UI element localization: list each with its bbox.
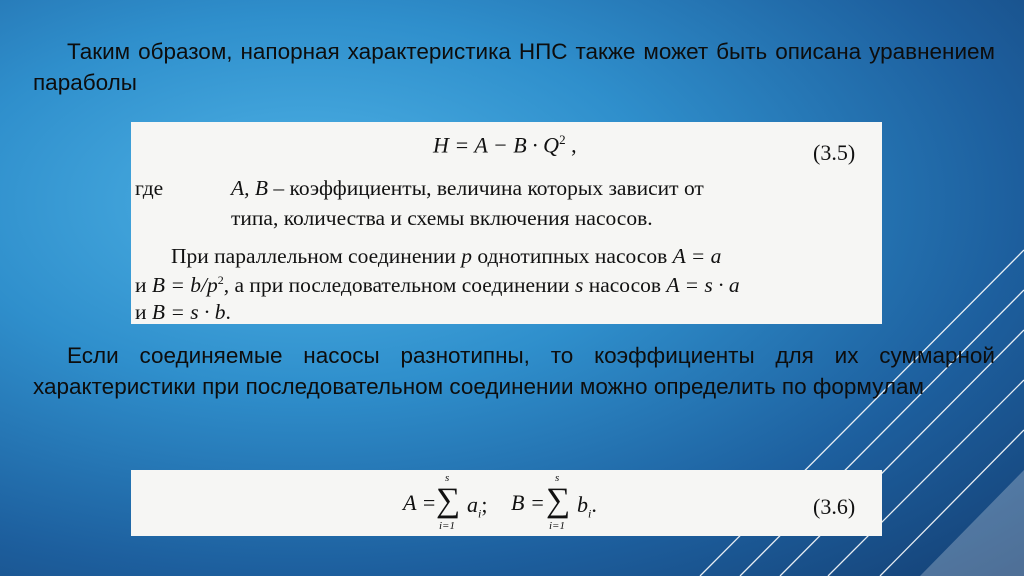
where-word: где	[135, 176, 164, 200]
sum-a-symbol: ∑	[436, 482, 461, 519]
sum-a-upper: s	[445, 472, 450, 484]
formula-scan-3-5	[131, 122, 882, 324]
sum-b-term: $b_i$.	[577, 492, 597, 521]
intro-paragraph: Таким образом, напорная характеристика НПС также может быть описана уравнением параболы	[33, 39, 995, 95]
sum-a-term: $a_i$;	[467, 492, 488, 521]
series-connection-line-end: и B = s · b.	[135, 300, 231, 324]
equation-number-3-6: (3.6)	[813, 494, 856, 519]
parallel-connection-line: При параллельном соединении p однотипных насосов A = a	[171, 244, 722, 268]
sum-a-lhs: A =	[403, 490, 437, 515]
sum-b-lower: i=1	[549, 520, 565, 532]
where-description-cont: типа, количества и схемы включения насосов.	[231, 206, 653, 230]
formula-scan-3-6	[131, 470, 882, 536]
equation-number-3-5: (3.5)	[813, 140, 856, 165]
series-connection-line: и $B = b/p^2$, а при последовательном соединении s насосов A = s · a	[135, 273, 740, 298]
sum-a-lower: i=1	[439, 520, 455, 532]
sum-b-symbol: ∑	[546, 482, 571, 519]
where-description: A, B – коэффициенты, величина которых зависит от	[231, 176, 704, 200]
sum-b-upper: s	[555, 472, 560, 484]
equation-3-5: $H = A - B \cdot Q^2$ ,	[433, 132, 577, 158]
summary-paragraph: Если соединяемые насосы разнотипны, то коэффициенты для их суммарной характеристики при последовательном соединении можно определить по формулам	[33, 343, 995, 399]
sum-b-lhs: B =	[511, 490, 545, 515]
